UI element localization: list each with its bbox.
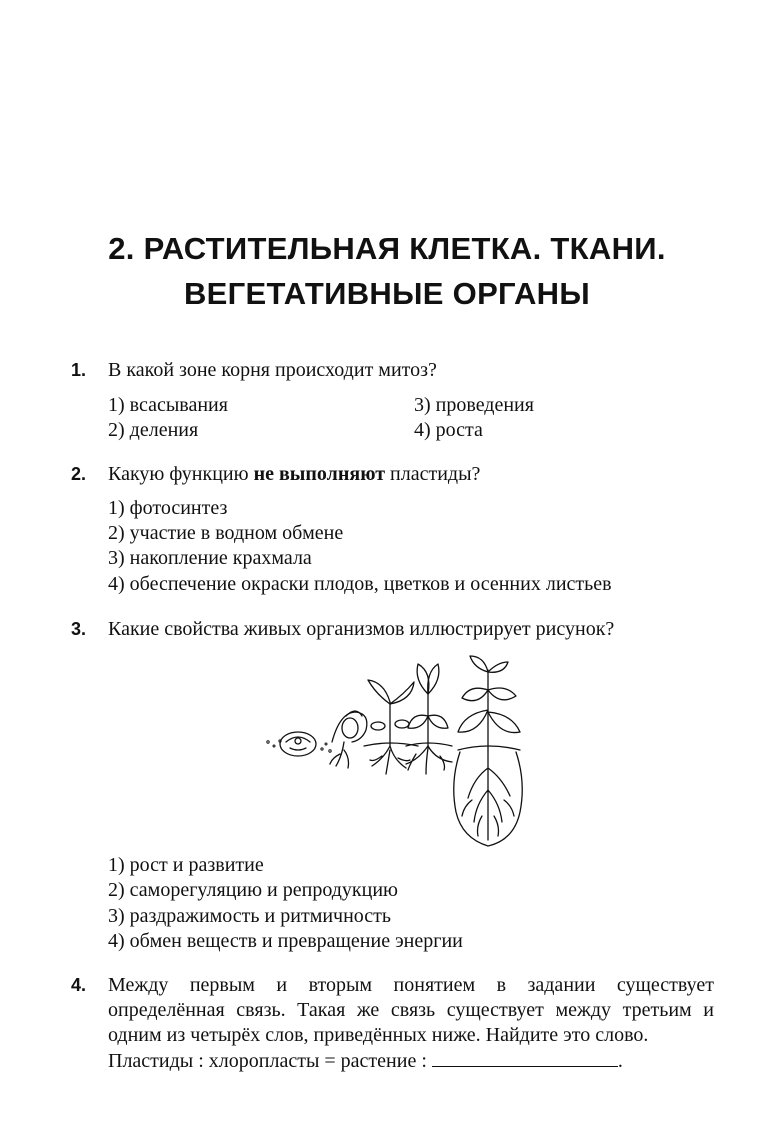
answer-option: 3) проведения [414,394,534,416]
young-plant-stage [406,664,452,774]
seed-stage [280,732,316,756]
question-text-start: Какую функцию [108,463,249,485]
question-text [108,973,714,1074]
answer-option: 1) фотосинтез [108,497,228,519]
question-text: В какой зоне корня происходит митоз? [108,359,437,381]
chapter-title-line-2: ВЕГЕТАТИВНЫЕ ОРГАНЫ [183,276,590,311]
answer-option: 1) рост и развитие [108,854,264,876]
question-text [108,462,480,487]
mature-plant-stage [454,656,523,846]
answer-option: 1) всасывания [108,394,228,416]
plant-growth-stages-illustration [260,650,550,850]
chapter-title [0,226,774,316]
question-number: 2. [71,464,87,484]
answer-option: 4) обмен веществ и превращение энергии [108,930,463,952]
question-text: Какие свойства живых организмов иллюстрирует рисунок? [108,618,615,640]
analogy-text: Пластиды : хлоропласты = растение : [108,1050,427,1072]
answer-option: 4) роста [414,419,483,441]
question-paragraph: Между первым и вторым понятием в задании существует определённая связь. Такая же связь существует между третьим и одним из четырёх слов, приведённых ниже. Найдите это слово. [108,974,714,1046]
question-number: 4. [71,975,87,995]
answer-option: 3) накопление крахмала [108,547,312,569]
answer-option: 3) раздражимость и ритмичность [108,905,392,927]
analogy-end: . [617,1050,623,1072]
question-number: 1. [71,360,87,380]
germination-stage [330,711,367,768]
question-text-emphasis: не выполняют [253,463,386,485]
seedling-stage [364,680,418,774]
answer-option: 2) деления [108,419,199,441]
answer-option: 4) обеспечение окраски плодов, цветков и осенних листьев [108,573,612,595]
answer-option: 2) участие в водном обмене [108,522,344,544]
answer-blank[interactable] [432,1048,618,1067]
question-text-end: пластиды? [390,463,481,485]
chapter-title-line-1: 2. РАСТИТЕЛЬНАЯ КЛЕТКА. ТКАНИ. [108,231,666,266]
answer-option: 2) саморегуляцию и репродукцию [108,879,398,901]
question-number: 3. [71,619,87,639]
